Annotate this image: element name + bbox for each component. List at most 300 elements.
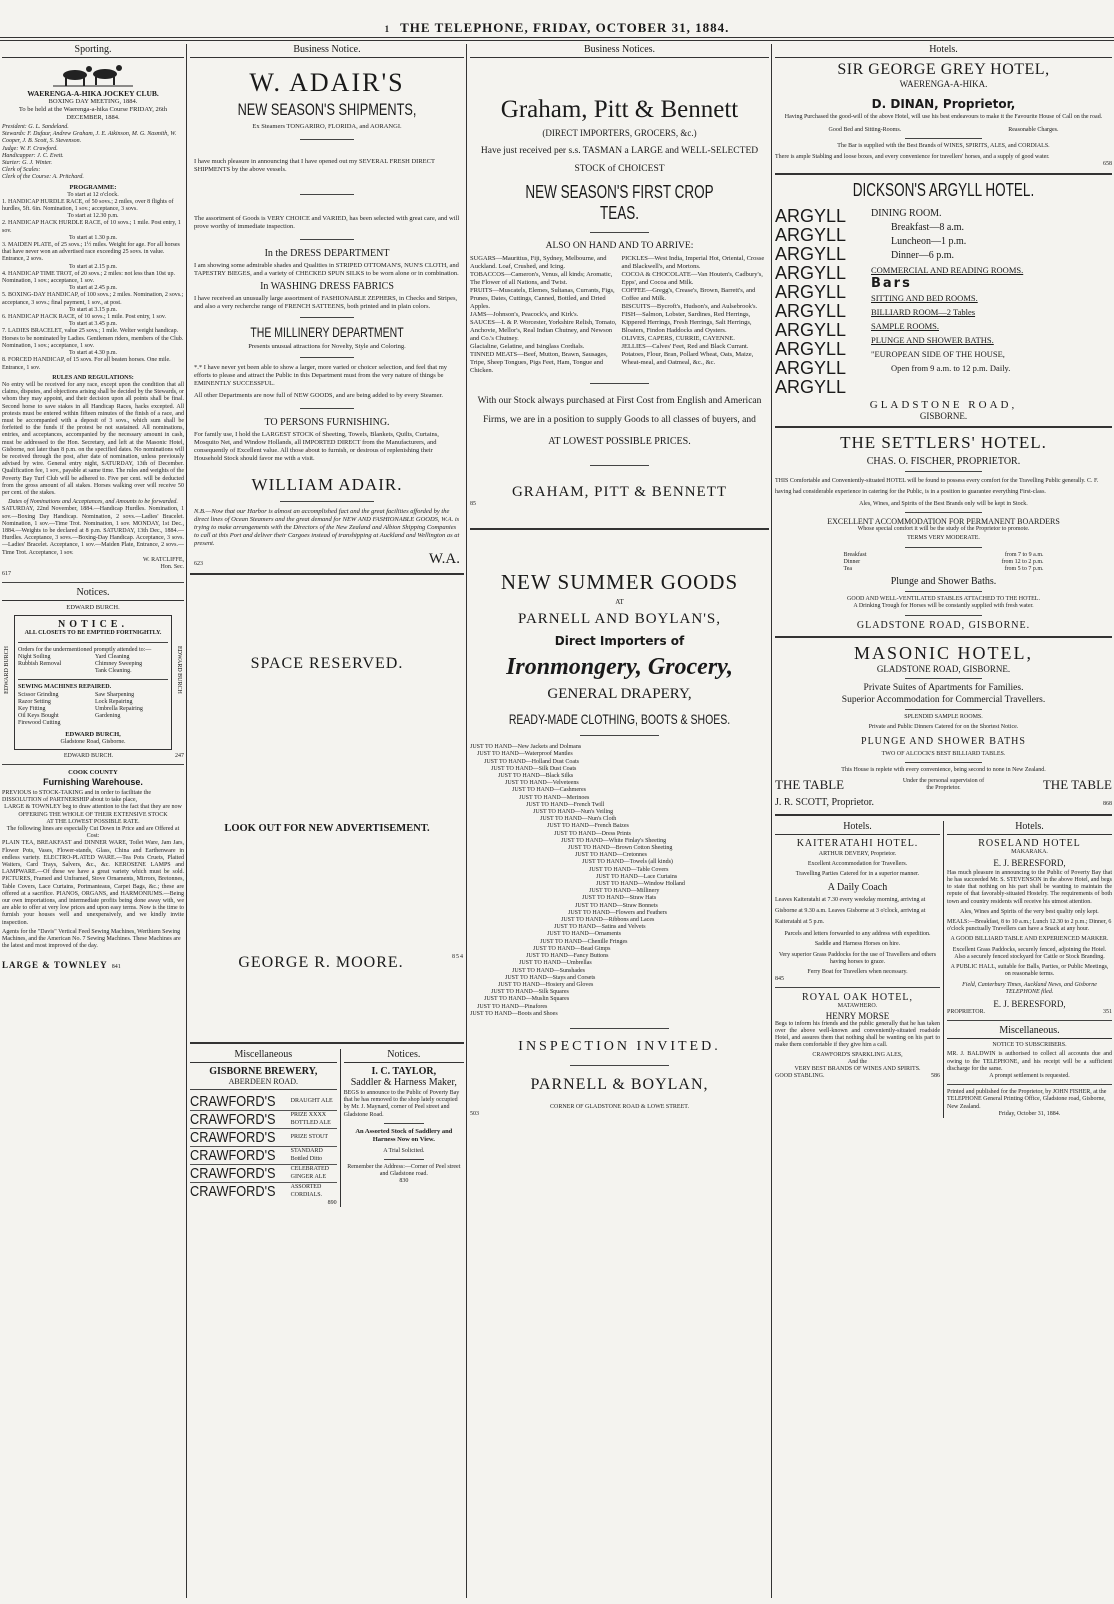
service-item: Umbrella Repairing (95, 706, 143, 713)
jth-item: JUST TO HAND—Table Covers (589, 866, 669, 873)
pb-name: PARNELL AND BOYLAN'S, (517, 611, 722, 628)
inspection-invited: INSPECTION INVITED. (518, 1038, 721, 1054)
kaiteratahi-proprietor: ARTHUR DEVERY, Proprietor. (818, 850, 897, 857)
meal-time: from 7 to 9 a.m. (1004, 551, 1044, 558)
jth-item: JUST TO HAND—Stays and Corsets (505, 974, 596, 981)
dinan-body: Having Purchased the good-will of the above Hotel, will use his best endeavours to make it the Favourite House of Call on the road. (784, 114, 1103, 120)
settlers-title: THE SETTLERS' HOTEL. (840, 433, 1047, 453)
argyll-block (775, 207, 1112, 397)
race-entry: 2. HANDICAP HACK HURDLE RACE, of 10 sovs.; 1 mile. Post entry, 1 sov. (2, 220, 181, 234)
ad-ref: 586 (931, 1073, 940, 1080)
masthead (0, 20, 1114, 36)
stock-item: JAMS—Johnson's, Peacock's, and Kirk's. (470, 311, 579, 318)
adair-paragraph: The assortment of Goods is VERY CHOICE and VARIED, has been selected with great care, and will prove worthy of immediate inspection. (194, 215, 460, 230)
meal-name: Tea (843, 566, 853, 573)
jth-item: JUST TO HAND—Ornaments (547, 931, 622, 938)
masonic-billiard: TWO OF ALCOCK'S BEST BILLIARD TABLES. (881, 751, 1006, 758)
jth-item: JUST TO HAND—Hosiery and Gloves (498, 981, 594, 988)
service-item: Yard Cleaning (95, 653, 130, 660)
rules-text: No entry will be received for any race, except upon the condition that all claims, disputes, and objections arising shall be decided by the Stewards, or whom they may appoint, and their decision upon all points shall be final. Second horse to save stakes in all Handicap Races, hacks excepted. All protests must be entered within fifteen minutes of the finish of a race, and must be accompanied with a deposit of 3 sovs., which sum shall be forfeited to the funds if the protest be not sustained. All nominations, entries, and acceptances, accompanied by the necessary amount in cash, must be addressed to the Hon. Secretary, and left at the Masonic Hotel, Gisborne, not later than 8 p.m. on the specified dates. No nominations will be received through the post, after date of nomination, unless previously advised by wire. General entry night, SATURDAY, 13th of December. Qualification fee, 1 sov., payable at same time. The rules and weights of the Poverty Bay Turf Club will be adhered to. Five per cent. will be deducted from the gross amount of all stakes. Horses walking over will receive 50 per cent. of the stakes. (2, 381, 184, 496)
kaiteratahi-title: KAITERATAHI HOTEL. (796, 837, 919, 849)
section-heading: Notices. (2, 587, 184, 601)
race-entry: 6. HANDICAP HACK RACE, of 10 sovs.; 1 mile. Post entry, 1 sov. (2, 314, 167, 321)
cook-items: PLAIN TEA, BREAKFAST and DINNER WARE, Toilet Ware, Jam Jars, Flower Pots, Vases, Flower-stands, Glass, China and Earthenware in endless variety. ELECTRO-PLATED WARE.—Tea Pots Cruets, Plaited Waiters, Card Trays, Salvers, &c., &c. KEROSENE LAMPS and LAMPWARE.—Of these we have a great variety which must be sold. PICTURES, Framed and Unframed, Stove Ornaments, Mirrors, Bretonnes, Table Covers, Lace Curtains, Portmanteaus, Carpet Bags, &c.; these are offered at a sacrifice. PIANOS, ORGANS, and HARMONIUMS.—Being our own importations, and intermediate profits being done away with, we are able to offer at very low prices and upon easy terms. Now is the time to furnish your houses well and unexpensively, and we kindly invite inspection. (2, 840, 184, 926)
notice-orders: Orders for the undermentioned promptly attended to:— (18, 646, 152, 653)
crawford-product: ASSORTED CORDIALS. (290, 1184, 323, 1198)
roseland-location: MAKARAKA. (1011, 848, 1048, 855)
burch-name: EDWARD BURCH. (66, 604, 120, 612)
crawford-row (190, 1111, 337, 1129)
section-heading: Hotels. (947, 821, 1112, 835)
daily-coach: A Daily Coach (827, 882, 888, 894)
race-list (2, 199, 184, 372)
dress-body: I am showing some admirable shades and Qualities in STRIPED OTTOMAN'S, NUN'S CLOTH, and TAPESTRY BIEGES, and a variety of CHECKED SPUN SILKS to be worn alone or in combination. (194, 262, 459, 277)
pb-clothing: READY-MADE CLOTHING, BOOTS & SHOES. (508, 711, 731, 728)
roseland-ales: Ales, Wines and Spirits of the very best quality only kept. (960, 908, 1099, 915)
crawford-brand: CRAWFORD'S (190, 1111, 276, 1128)
gpb-paragraph: With our Stock always purchased at First Cost from English and American Firms, we are in a position to supply Goods to all classes of buyers, and (477, 396, 762, 425)
section-heading: Miscellaneous. (947, 1025, 1112, 1039)
jth-item: JUST TO HAND—Lace Curtains (596, 873, 678, 880)
argyll-line: DINING ROOM. (871, 208, 942, 220)
cook-line: LARGE & TOWNLEY beg to draw attention to the fact that they are now (4, 804, 182, 811)
taylor-trial: A Trial Solicited. (383, 1147, 425, 1154)
ad-ref: 841 (111, 963, 121, 970)
argyll-line: COMMERCIAL AND READING ROOMS. (871, 265, 1024, 276)
race-entry: 4. HANDICAP TIME TROT, of 20 sovs.; 2 miles: not less than 10st up. Nomination, 1 sov.; acceptance, 1 sov. (2, 270, 175, 285)
bottom-ads (190, 1049, 464, 1207)
brewery-address: ABERDEEN ROAD. (228, 1077, 298, 1086)
argyll-line: SAMPLE ROOMS. (871, 321, 940, 332)
settlers-terms: TERMS VERY MODERATE. (907, 535, 980, 542)
service-item: Gardening (95, 713, 121, 720)
masonic-replete: This House is replete with every convenience, being second to none in New Zealand. (841, 767, 1046, 774)
royal-oak-location: MATAWHERO. (837, 1003, 878, 1010)
kaiteratahi-parcels: Parcels and letters forwarded to any address with expedition. (784, 931, 931, 938)
table-label: THE TABLE (775, 777, 845, 793)
ad-ref: 503 (470, 1111, 479, 1118)
settlers-trough: A Drinking Trough for Horses will be constantly supplied with fresh water. (853, 603, 1034, 610)
jth-item: JUST TO HAND—Bead Gimps (533, 945, 611, 952)
argyll-line: PLUNGE AND SHOWER BATHS. (871, 335, 994, 346)
jth-item: JUST TO HAND—Silk Squares (491, 989, 569, 996)
crawford-row (190, 1183, 337, 1200)
summer-at: AT (615, 598, 624, 607)
taylor-trade: Saddler & Harness Maker, (350, 1077, 457, 1088)
jth-item: JUST TO HAND—Cashmeres (512, 787, 587, 794)
royal-oak-brands: VERY BEST BRANDS OF WINES AND SPIRITS. (794, 1065, 921, 1072)
stock-item: BISCUITS—Bycroft's, Hudson's, and Aulsebrook's. (621, 303, 758, 310)
furnishing-heading: TO PERSONS FURNISHING. (264, 417, 390, 428)
adair-initials: W.A. (428, 551, 460, 567)
programme-heading: PROGRAMME: (69, 183, 117, 191)
subscribers-heading: NOTICE TO SUBSCRIBERS. (992, 1042, 1067, 1049)
dates-heading: Dates of Nominations and Acceptances, and Amounts to be forwarded. (8, 499, 178, 506)
masonic-suites: Private Suites of Apartments for Families. (863, 682, 1024, 693)
dates-text: SATURDAY, 22nd November, 1884.—Handicap Hurdles. Nomination, 1 sov.—Boxing Day Handicap. Nomination, 2 sovs.—Ladies' Bracelet. Nomination, 1 sov.—Time Trot. Nomination, 1 sov. MONDAY, 1st Dec., 1884.—Weights to be declared at 8 p.m. SATURDAY, 13th Dec., 1884.—Hurdles. Acceptance, 3 sovs.—Boxing-Day Handicap. Acceptance, 3 sovs.—Ladies' Bracelet. Acceptance, 1 sov.—Maiden Plate, Entrance, 2 sovs.—Time Trot. Acceptance, 1 sov. (2, 506, 184, 556)
grey-hotel-title: SIR GEORGE GREY HOTEL, (837, 61, 1050, 78)
race-entry: 7. LADIES BRACELET, value 25 sovs.; 1 mile. Welter weight handicap. Horses to be nominated by Ladies. Gentlemen riders, members of the Club. Nomination, 1 sov.; acceptance, 1 sov. (2, 328, 184, 349)
club-name: WAERENGA-A-HIKA JOCKEY CLUB. (27, 89, 159, 98)
section-heading: Hotels. (775, 44, 1112, 58)
secretary-title: Hon. Sec. (160, 563, 184, 570)
pb-signature: PARNELL & BOYLAN, (530, 1075, 709, 1093)
stock-item: SUGARS—Mauritius, Fiji, Sydney, Melbourne, and Auckland. Loaf, Crushed, and Icing. (470, 255, 607, 270)
notice-subtitle: ALL CLOSETS TO BE EMPTIED FORTNIGHTLY. (24, 630, 162, 637)
stock-item: JELLIES—Calves' Feet, Red and Black Currant. (621, 343, 749, 350)
service-item: Scissor Grinding (18, 691, 59, 698)
column-divider (186, 44, 187, 1598)
jth-item: JUST TO HAND—Chenille Fringes (540, 938, 628, 945)
dickson-title: DICKSON'S ARGYLL HOTEL. (852, 180, 1035, 201)
race-time: To start at 4.30 p.m. (68, 350, 118, 357)
imprint: Printed and published for the Proprietor, by JOHN FISHER, at the TELEPHONE General Printing Office, Gladstone road, Gisborne, New Zealand. (947, 1089, 1107, 1110)
crawford-product: PRIZE XXXX BOTTLED ALE (290, 1112, 331, 1126)
masonic-dinners: Private and Public Dinners Catered for on the Shortest Notice. (868, 723, 1019, 730)
meeting-subtitle: To be held at the Waerenga-a-hika Course FRIDAY, 26th DECEMBER, 1884. (18, 106, 168, 121)
secretary-signature (2, 557, 184, 571)
table-label: THE TABLE (1042, 777, 1112, 793)
millinery-heading: THE MILLINERY DEPARTMENT (250, 324, 404, 340)
argyll-town: GISBORNE. (919, 411, 968, 422)
section-heading: Notices. (344, 1049, 464, 1063)
side-label: EDWARD BURCH (176, 646, 182, 695)
ad-ref: 890 (327, 1200, 337, 1206)
adair-paragraph: I have much pleasure in announcing that I have opened out my SEVERAL FRESH DIRECT SHIPMENTS by the above vessels. (194, 158, 435, 173)
burch-address: Gladstone Road, Gisborne. (60, 738, 126, 745)
crawford-brand: CRAWFORD'S (190, 1165, 276, 1182)
taylor-name: I. C. TAYLOR, (371, 1066, 437, 1077)
argyll-road: GLADSTONE ROAD, (869, 399, 1018, 412)
argyll-word: ARGYLL (775, 358, 847, 379)
race-time: To start at 1.30 p.m. (68, 234, 118, 241)
dinan-rooms: Good Bed and Sitting-Rooms. (828, 127, 902, 134)
crawford-brand: CRAWFORD'S (190, 1183, 276, 1200)
race-time: To start at 3.15 p.m. (68, 306, 118, 313)
official: Starter: G. J. Winter. (2, 160, 52, 167)
adair-other: All other Departments are now full of NEW GOODS, and are being added to by every Steamer. (194, 392, 443, 399)
cook-agents: Agents for the "Davis" Vertical Feed Sewing Machines, Werthiem Sewing Machines, and the American No. 7 Sewing Machines. These Machines are the latest and most improved of the day. (2, 928, 181, 950)
moore-name (190, 954, 464, 972)
roseland-grass: Excellent Grass Paddocks, securely fenced, adjoining the Hotel. Also a securely fenced stockyard for Cattle or Stock Branding. (952, 946, 1107, 960)
small-hotels (775, 821, 1112, 1118)
jth-item: JUST TO HAND—Waterproof Mantles (477, 751, 573, 758)
official: Handicapper: J. C. Evett. (2, 152, 64, 159)
space-reserved: SPACE RESERVED. (250, 655, 404, 672)
section-heading: Business Notice. (190, 44, 464, 58)
kaiteratahi-parties: Travelling Parties Catered for in a superior manner. (795, 871, 920, 878)
jth-item: JUST TO HAND—Straw Hats (582, 895, 657, 902)
ad-ref: 623 (194, 560, 203, 567)
race-time: To start at 12.30 p.m. (67, 213, 119, 220)
roseland-proprietor: E. J. BERESFORD, (993, 857, 1066, 868)
crawford-row (190, 1147, 337, 1165)
argyll-line: "EUROPEAN SIDE OF THE HOUSE, (871, 349, 1005, 360)
cook-signature-name: LARGE & TOWNLEY (2, 959, 108, 970)
page-number: 1 (384, 24, 391, 34)
dinan-bar: The Bar is supplied with the Best Brands of WINES, SPIRITS, ALES, and CORDIALS. (837, 143, 1050, 150)
jth-item: JUST TO HAND—Velveteens (505, 780, 579, 787)
service-item: Razor Setting (18, 698, 51, 705)
subscribers-body: MR. J. BALDWIN is authorised to collect all accounts due and owing to the TELEPHONE, and his receipt will be a sufficient discharge for the same. (947, 1051, 1112, 1072)
crawford-row (190, 1093, 337, 1111)
cook-county-body: PREVIOUS to STOCK-TAKING and in order to facilitate the DISSOLUTION of PARTNERSHIP about to take place, (2, 790, 152, 804)
stock-item: SAUCES—L & P. Worcester, Yorkshire Relish, Tomato, Anchovie, Mellor's, Real Indian Chutney, and Newson and Co.'s Chutney. (470, 319, 617, 342)
stock-item: TOBACCOS—Cameron's, Venus, all kinds; Aromatic, The Flower of all Nations, and Twist. (470, 271, 613, 286)
jth-item: JUST TO HAND—Boots and Shoes (470, 1010, 558, 1017)
just-to-hand-list (470, 744, 769, 1018)
ad-ref: 617 (2, 571, 11, 578)
race-entry: 5. BOXING-DAY HANDICAP, of 100 sovs.; 2 miles. Nomination, 2 sovs.; acceptance, 3 sovs.; final payment, 1 sov., at post. (2, 292, 184, 306)
ad-ref: 351 (1103, 1008, 1112, 1015)
roseland-title-label: PROPRIETOR. (947, 1008, 986, 1015)
jth-item: JUST TO HAND—Umbrellas (519, 960, 592, 967)
dinan-charges: Reasonable Charges. (1008, 127, 1059, 134)
cook-signature (2, 955, 184, 973)
argyll-line: Luncheon—1 p.m. (891, 236, 967, 248)
race-entry: 3. MAIDEN PLATE, of 25 sovs.; 1½ miles. Weight for age. For all horses that have never won an advertised race exceeding 25 sovs. in value. Entrance, 2 sovs. (2, 242, 180, 263)
argyll-stack (775, 207, 867, 397)
jth-item: JUST TO HAND—Pinafores (477, 1003, 548, 1010)
stock-item: FISH—Salmon, Lobster, Sardines, Red Herrings, Kippered Herrings, Fresh Herrings, Salt Herrings, Bloaters, Findon Haddocks and Oysters. (621, 311, 752, 334)
cook-county-heading: COOK COUNTY (68, 769, 118, 777)
argyll-line: BILLIARD ROOM—2 Tables (871, 307, 976, 318)
meal-row (844, 559, 1044, 566)
table-note: Under the personal supervision of the Proprietor. (902, 778, 985, 792)
official: Clerk of the Course: A. Pritchard. (2, 174, 84, 181)
column-sporting (2, 44, 184, 1598)
roseland-signature: E. J. BERESFORD, (993, 998, 1066, 1009)
meal-row (844, 552, 1044, 559)
stock-item: PICKLES—West India, Imperial Hot, Oriental, Crosse and Blackwell's, and Mortons. (621, 255, 765, 270)
settlers-ales: Ales, Wines, and Spirits of the Best Brands only will be kept in Stock. (859, 501, 1028, 508)
masthead-rule (0, 37, 1114, 38)
sewing-heading: SEWING MACHINES REPAIRED. (18, 684, 112, 691)
jth-item: JUST TO HAND—Nun's Veiling (533, 809, 614, 816)
secretary-name: W. RATCLIFFE, (143, 556, 184, 563)
taylor-stock: An Assorted Stock of Saddlery and Harness Now on View. (355, 1127, 453, 1143)
burch-footer-name: EDWARD BURCH. (63, 752, 114, 759)
crawford-product: DRAUGHT ALE (290, 1097, 333, 1104)
meal-name: Dinner (843, 558, 861, 565)
ad-ref: 845 (775, 976, 784, 983)
jth-item: JUST TO HAND—Sunshades (512, 967, 586, 974)
masonic-address: GLADSTONE ROAD, GISBORNE. (876, 663, 1011, 674)
kaiteratahi-saddle: Saddle and Harness Horses on hire. (814, 941, 901, 948)
section-heading: Hotels. (775, 821, 940, 835)
official: Clerk of Scales: (2, 167, 41, 174)
burch-signature: EDWARD BURCH, (65, 730, 121, 738)
jth-item: JUST TO HAND—New Jackets and Dolmans (470, 744, 582, 751)
section-heading: Sporting. (2, 44, 184, 58)
jth-item: JUST TO HAND—French Baizes (547, 823, 629, 830)
race-time: To start at 3.45 p.m. (68, 321, 118, 328)
officials-list (2, 124, 184, 182)
taylor-body: BEGS to announce to the Public of Poverty Bay that he has removed to the shop lately occupied by Mr. J. Maynard, corner of Peel street and Gladstone Road. (343, 1090, 460, 1118)
crawford-product: PRIZE STOUT (290, 1133, 329, 1140)
jth-item: JUST TO HAND—Holland Dust Coats (484, 758, 580, 765)
jth-item: JUST TO HAND—Merinoes (519, 794, 590, 801)
ad-ref: 247 (175, 752, 184, 759)
subscribers-prompt: A prompt settlement is requested. (989, 1072, 1070, 1079)
settlers-whose: Whose special comfort it will be the study of the Proprietor to promote. (857, 526, 1030, 533)
horse-racing-woodcut (2, 61, 184, 89)
gpb-subtitle: (DIRECT IMPORTERS, GROCERS, &c.) (542, 128, 697, 138)
argyll-line: Bars (871, 276, 912, 292)
masonic-rooms: SPLENDID SAMPLE ROOMS. (904, 713, 983, 720)
jth-item: JUST TO HAND—Millinery (589, 888, 660, 895)
newspaper-title: THE TELEPHONE, FRIDAY, OCTOBER 31, 1884. (400, 20, 730, 35)
argyll-word: ARGYLL (775, 263, 847, 284)
roseland-hall: A PUBLIC HALL, suitable for Balls, Parties, or Public Meetings, on reasonable terms. (950, 964, 1109, 978)
moore-title: GEORGE R. MOORE. (238, 954, 404, 971)
jth-item: JUST TO HAND—White Finlay's Sheeting (561, 837, 667, 844)
cook-line: The following lines are especially Cut Down in Price and are Offered at Cost: (6, 826, 180, 840)
official: Stewards: F. Dufaur, Andrew Graham, J. E. Atkinson, M. G. Nasmith, W. Cooper, J. B. Scott, S. Stevenson. (2, 131, 177, 145)
service-item: Key Fitting (18, 706, 46, 713)
service-item: Tank Cleaning. (95, 668, 132, 675)
roseland-papers: Field, Canterbury Times, Auckland News, and Gisborne TELEPHONE filed. (962, 981, 1097, 995)
royal-oak-body: Begs to inform his friends and the public generally that he has taken over the above well-known and conveniently-situated roadside Hotel, and assures them that nothing shall be wanting on his part to make them comfortable if they give him a call. (775, 1020, 940, 1049)
meal-time: from 12 to 2 p.m. (1001, 558, 1044, 565)
dress-heading: In the DRESS DEPARTMENT (264, 248, 390, 259)
crawford-brand: CRAWFORD'S (190, 1129, 276, 1146)
royal-oak-proprietor: HENRY MORSE (825, 1010, 890, 1021)
stock-item: Glacialine, Gelatine, and Isinglass Cordials. (470, 343, 585, 350)
meal-time: from 5 to 7 p.m. (1004, 566, 1044, 573)
argyll-word: ARGYLL (775, 244, 847, 265)
jth-item: JUST TO HAND—Brown Cotton Sheeting (568, 845, 673, 852)
gpb-prices: AT LOWEST POSSIBLE PRICES. (548, 436, 691, 447)
column-divider (771, 44, 772, 1598)
jth-item: JUST TO HAND—Window Holland (596, 881, 685, 888)
argyll-word: ARGYLL (775, 301, 847, 322)
stock-item: COCOA & CHOCOLATE—Van Houten's, Cadbury's, Epps', and Cocoa and Milk. (621, 271, 763, 286)
royal-oak-ales: CRAWFORD'S SPARKLING ALES, (812, 1051, 903, 1058)
settlers-proprietor: CHAS. O. FISCHER, PROPRIETOR. (866, 456, 1021, 468)
jth-item: JUST TO HAND—Muslin Squares (484, 996, 570, 1003)
jth-item: JUST TO HAND—Straw Bonnets (575, 902, 658, 909)
adair-steamers: Ex Steamers TONGARIRO, FLORIDA, and AORANGI. (252, 123, 402, 130)
service-item: Chimney Sweeping (95, 661, 143, 667)
dinan-stabling: There is ample Stabling and loose boxes, and every convenience for travellers' horses, and a supply of good water. (775, 153, 1050, 160)
racehorse-icon (53, 61, 133, 87)
wash-body: I have received an unusually large assortment of FASHIONABLE ZEPHERS, in Checks and Stripes, and also a very recherche range of FRENCH SATTEENS, both printed and in plain colors. (194, 295, 458, 310)
cook-line: AT THE LOWEST POSSIBLE RATE. (46, 818, 140, 825)
masonic-proprietor: J. R. SCOTT, Proprietor. (775, 797, 874, 809)
gpb-signature: GRAHAM, PITT & BENNETT (511, 484, 728, 500)
adair-subtitle: NEW SEASON'S SHIPMENTS, (237, 100, 417, 119)
service-item: Lock Repairing (95, 698, 133, 705)
wash-heading: In WASHING DRESS FABRICS (260, 281, 394, 292)
jth-item: JUST TO HAND—Ribbons and Laces (561, 917, 655, 924)
roseland-meals: MEALS:—Breakfast, 8 to 10 a.m.; Lunch 12.30 to 2 p.m.; Dinner, 6 o'clock punctually Travellers can have a Snack at any hour. (947, 919, 1112, 933)
stock-item: COFFEE—Gregg's, Crease's, Brown, Barrett's, and Coffee and Milk. (621, 287, 756, 302)
millinery-body: Presents unusual attractions for Novelty, Style and Coloring. (248, 343, 406, 350)
jth-item: JUST TO HAND—Fancy Buttons (526, 953, 609, 960)
stock-item: OLIVES, CAPERS, CURRIE, CAYENNE. (621, 335, 735, 342)
ad-ref: 830 (399, 1178, 409, 1185)
burch-notice-box (4, 615, 182, 749)
service-item: Oil Keys Bought (18, 713, 59, 720)
column-hotels (775, 44, 1112, 1598)
royal-oak-and: And the (847, 1058, 868, 1065)
service-item: Rubbish Removal (18, 661, 62, 667)
ad-ref: 854 (452, 954, 464, 960)
argyll-word: ARGYLL (775, 377, 847, 398)
column-business-notice (190, 44, 464, 1598)
lookout-notice: LOOK OUT FOR NEW ADVERTISEMENT. (224, 823, 430, 834)
section-heading: Business Notices. (470, 44, 769, 58)
brewery-name: GISBORNE BREWERY, (209, 1066, 318, 1077)
pb-address: CORNER OF GLADSTONE ROAD & LOWE STREET. (550, 1103, 689, 1110)
masthead-rule-2 (0, 40, 1114, 41)
gpb-title: Graham, Pitt & Bennett (500, 96, 739, 123)
settlers-accommodation: EXCELLENT ACCOMMODATION FOR PERMANENT BOARDERS (827, 517, 1060, 527)
crawford-product: CELEBRATED GINGER ALE (290, 1166, 329, 1180)
cook-county-subheading: Furnishing Warehouse. (43, 777, 143, 788)
crawford-brand: CRAWFORD'S (190, 1147, 276, 1164)
royal-oak-stabling: GOOD STABLING. (775, 1073, 825, 1080)
jth-item: JUST TO HAND—Satins and Velvets (554, 924, 646, 931)
meal-name: Breakfast (843, 551, 867, 558)
ad-ref: 85 (470, 501, 476, 507)
cook-line: OFFERING THE WHOLE OF THEIR EXTENSIVE STOCK (18, 811, 168, 818)
jth-item: JUST TO HAND—Cretonnes (575, 852, 648, 859)
masonic-table-row (775, 777, 1112, 793)
jth-item: JUST TO HAND—French Twill (526, 801, 605, 808)
masonic-title: MASONIC HOTEL, (854, 642, 1033, 663)
argyll-word: ARGYLL (775, 225, 847, 246)
crawford-list (190, 1093, 337, 1200)
argyll-line: Breakfast—8 a.m. (891, 222, 965, 234)
argyll-word: ARGYLL (775, 339, 847, 360)
furnishing-body: For family use, I hold the LARGEST STOCK of Sheeting, Towels, Blankets, Quilts, Curtains, Mosquito Net, and Window Hollands, all IMPORTED DIRECT from the Manufacturers, and consequently of Excellent value. All those about to furnish, or desirous of replenishing their Household Stock should favor me with a visit. (194, 431, 439, 462)
pb-drapery: GENERAL DRAPERY, (547, 686, 692, 703)
adair-title: W. ADAIR'S (249, 68, 405, 97)
crawford-row (190, 1165, 337, 1183)
pb-direct: Direct Importers of (554, 634, 685, 649)
crawford-row (190, 1129, 337, 1147)
adair-nb: N.B.—Now that our Harbor is almost an accomplished fact and the great facilities afforded by the direct lines of Ocean Steamers and the great demand for NEW AND FASHIONABLE GOODS, W.A. is trying to make arrangements with the Directors of the New Zealand and Albion Shipping Companies to call at this Port and deliver their Cargoes instead of transhipping at Auckland and Wellington as at present. (194, 508, 460, 547)
pb-ironmongery: Ironmongery, Grocery, (506, 654, 733, 681)
summer-heading: NEW SUMMER GOODS (500, 570, 739, 595)
grey-hotel-location: WAERENGA-A-HIKA. (899, 79, 988, 89)
burch-footer (2, 753, 184, 760)
jth-item: JUST TO HAND—Dress Prints (554, 830, 631, 837)
official: Judge: W. F. Crawford. (2, 145, 58, 152)
settlers-address: GLADSTONE ROAD, GISBORNE. (856, 619, 1031, 631)
argyll-details (867, 207, 1112, 397)
stock-item: TINNED MEATS—Beef, Mutton, Brawn, Sausages, Tripe, Sheep Tongues, Pigs Feet, Ham, Tongue and Chicken. (470, 351, 608, 374)
kaiteratahi-grass: Very superior Grass Paddocks for the use of Travellers and others having horses to graze. (778, 951, 937, 965)
settlers-plunge: Plunge and Shower Baths. (890, 576, 997, 588)
gpb-teas: NEW SEASON'S FIRST CROP TEAS. (525, 182, 714, 223)
settlers-stables: GOOD AND WELL-VENTILATED STABLES ATTACHED TO THE HOTEL. (847, 596, 1040, 603)
gpb-also: ALSO ON HAND AND TO ARRIVE: (545, 241, 694, 251)
jth-item: JUST TO HAND—Silk Dust Coats (491, 765, 577, 772)
kaiteratahi-accommodation: Excellent Accommodation for Travellers. (807, 860, 908, 867)
service-item: Saw Sharpening (95, 691, 135, 698)
section-heading: Miscellaneous (190, 1049, 337, 1063)
crawford-product: STANDARD Bottled Ditto (290, 1148, 323, 1162)
rules-heading: RULES AND REGULATIONS: (52, 374, 134, 381)
masonic-travellers: Superior Accommodation for Commercial Travellers. (841, 694, 1046, 705)
masonic-baths: PLUNGE AND SHOWER BATHS (861, 736, 1026, 748)
stock-item: Potatoes, Flour, Bran, Pollard Wheat, Oats, Maize, Wheat-meal, and Oatmeal, &c., &c. (621, 351, 754, 366)
ad-ref: 868 (1103, 801, 1112, 808)
programme-start: To start at 12 o'clock. (67, 191, 119, 198)
